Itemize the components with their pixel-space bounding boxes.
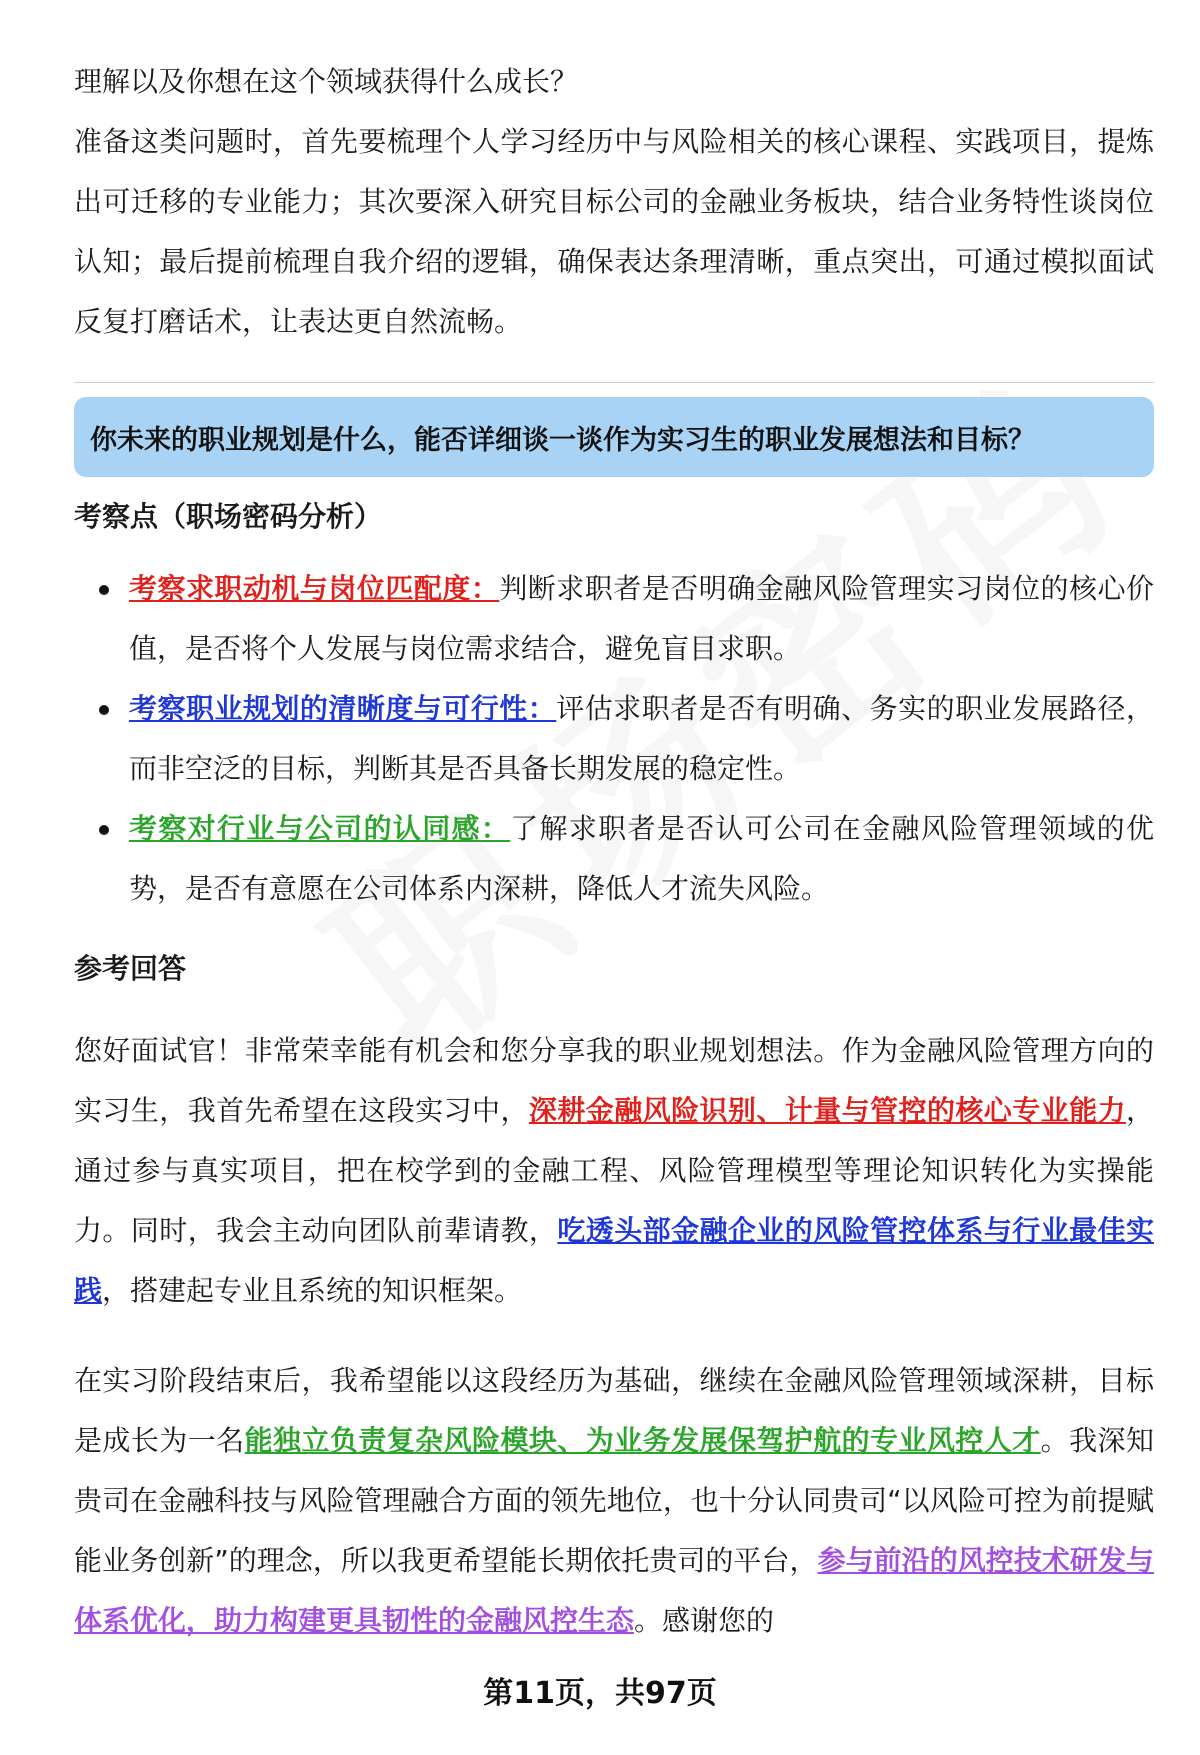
answer-paragraph-1 bbox=[74, 1021, 1154, 1321]
points-list bbox=[74, 559, 1154, 919]
paragraph-gap bbox=[74, 1321, 1154, 1351]
answer-text: 您好面试官！非常荣幸能有机会和您分享我的职业规划想法。作为金融风险管理方向的实习生，我首先希望在这段实习中， bbox=[74, 1034, 1154, 1127]
point-text: 了解求职者是否认可公司在金融风险管理领域的优势，是否有意愿在公司体系内深耕，降低人才流失风险。 bbox=[129, 812, 1154, 905]
question-box bbox=[74, 397, 1154, 477]
bullet-icon bbox=[99, 705, 109, 715]
point-label: 考察职业规划的清晰度与可行性： bbox=[129, 692, 557, 725]
page-content bbox=[74, 52, 1154, 1651]
list-item bbox=[129, 559, 1154, 679]
answer-paragraph-2 bbox=[74, 1351, 1154, 1651]
list-item bbox=[129, 679, 1154, 799]
point-text: 评估求职者是否有明确、务实的职业发展路径，而非空泛的目标，判断其是否具备长期发展的稳定性。 bbox=[129, 692, 1154, 785]
answer-highlight: 参与前沿的风控技术研发与体系优化，助力构建更具韧性的金融风控生态 bbox=[74, 1544, 1154, 1637]
answer-highlight: 深耕金融风险识别、计量与管控的核心专业能力 bbox=[528, 1094, 1126, 1127]
point-label: 考察对行业与公司的认同感： bbox=[129, 812, 511, 845]
intro-paragraph: 准备这类问题时，首先要梳理个人学习经历中与风险相关的核心课程、实践项目，提炼出可迁移的专业能力；其次要深入研究目标公司的金融业务板块，结合业务特性谈岗位认知；最后提前梳理自我介绍的逻辑，确保表达条理清晰，重点突出，可通过模拟面试反复打磨话术，让表达更自然流畅。 bbox=[74, 125, 1154, 338]
answer-highlight: 能独立负责复杂风险模块、为业务发展保驾护航的专业风控人才 bbox=[244, 1424, 1041, 1457]
point-text: 判断求职者是否明确金融风险管理实习岗位的核心价值，是否将个人发展与岗位需求结合，避免盲目求职。 bbox=[129, 572, 1154, 665]
answer-title: 参考回答 bbox=[74, 952, 187, 985]
question-text: 你未来的职业规划是什么，能否详细谈一谈作为实习生的职业发展想法和目标？ bbox=[90, 424, 1035, 456]
intro-line: 理解以及你想在这个领域获得什么成长？ bbox=[74, 65, 579, 98]
point-label: 考察求职动机与岗位匹配度： bbox=[129, 572, 500, 605]
answer-text: 。我深知贵司在金融科技与风险管理融合方面的领先地位，也十分认同贵司“以风险可控为前提赋能业务创新”的理念，所以我更希望能长期依托贵司的平台， bbox=[74, 1424, 1154, 1577]
bullet-icon bbox=[99, 585, 109, 595]
answer-text: ，搭建起专业且系统的知识框架。 bbox=[102, 1274, 523, 1307]
list-item bbox=[129, 799, 1154, 919]
bullet-icon bbox=[99, 825, 109, 835]
section-divider bbox=[74, 382, 1154, 383]
page-number: 第11页，共97页 bbox=[483, 1676, 717, 1711]
answer-text: ，通过参与真实项目，把在校学到的金融工程、风险管理模型等理论知识转化为实操能力。同时，我会主动向团队前辈请教， bbox=[74, 1094, 1154, 1247]
answer-highlight: 吃透头部金融企业的风险管控体系与行业最佳实践 bbox=[74, 1214, 1154, 1307]
points-title: 考察点（职场密码分析） bbox=[74, 500, 383, 533]
answer-text: 。感谢您的 bbox=[634, 1604, 775, 1637]
answer-text: 在实习阶段结束后，我希望能以这段经历为基础，继续在金融风险管理领域深耕，目标是成长为一名 bbox=[74, 1364, 1154, 1457]
